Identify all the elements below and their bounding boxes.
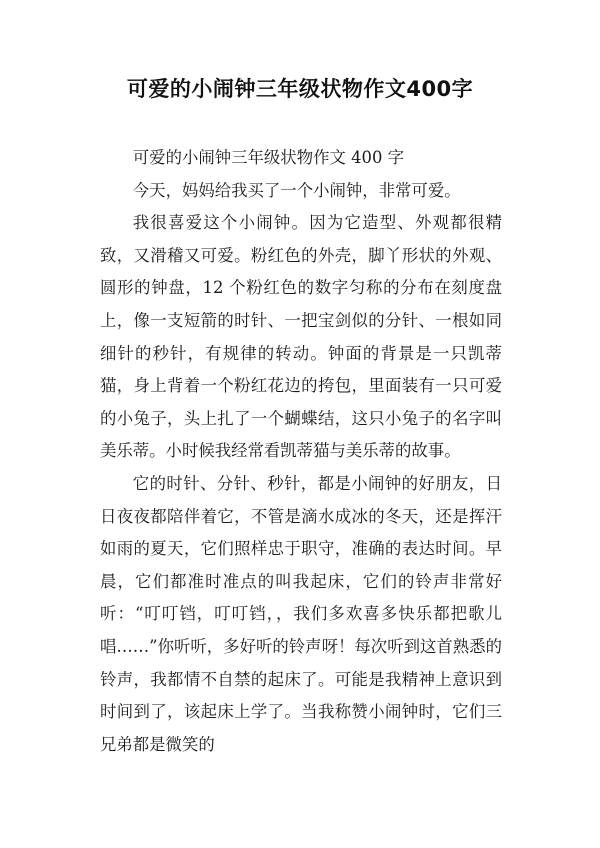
document-body: [100, 142, 502, 761]
paragraph-description: 我很喜爱这个小闹钟。因为它造型、外观都很精致，又滑稽又可爱。粉红色的外壳，脚丫形状的外观、圆形的钟盘，12 个粉红色的数字匀称的分布在刻度盘上，像一支短箭的时针、一把宝剑似的分针、一根如同细针的秒针，有规律的转动。钟面的背景是一只凯蒂猫，身上背着一个粉红花边的挎包，里面装有一只可爱的小兔子，头上扎了一个蝴蝶结，这只小兔子的名字叫美乐蒂。小时候我经常看凯蒂猫与美乐蒂的故事。: [100, 213, 502, 461]
paragraph-intro: 今天，妈妈给我买了一个小闹钟，非常可爱。: [132, 180, 461, 200]
document-title: 可爱的小闹钟三年级状物作文400字: [126, 77, 474, 101]
paragraph-hands: 它的时针、分针、秒针，都是小闹钟的好朋友，日日夜夜都陪伴着它，不管是滴水成冰的冬天，还是挥汗如雨的夏天，它们照样忠于职守，准确的表达时间。早晨，它们都准时准点的叫我起床，它们的铃声非常好听：“叮叮铛，叮叮铛，，我们多欢喜多快乐都把歌儿唱……”你听听，多好听的铃声呀！每次听到这首熟悉的铃声，我都情不自禁的起床了。可能是我精神上意识到时间到了，该起床上学了。当我称赞小闹钟时，它们三兄弟都是微笑的: [100, 473, 502, 754]
paragraph-subtitle: 可爱的小闹钟三年级状物作文 400 字: [132, 148, 404, 167]
